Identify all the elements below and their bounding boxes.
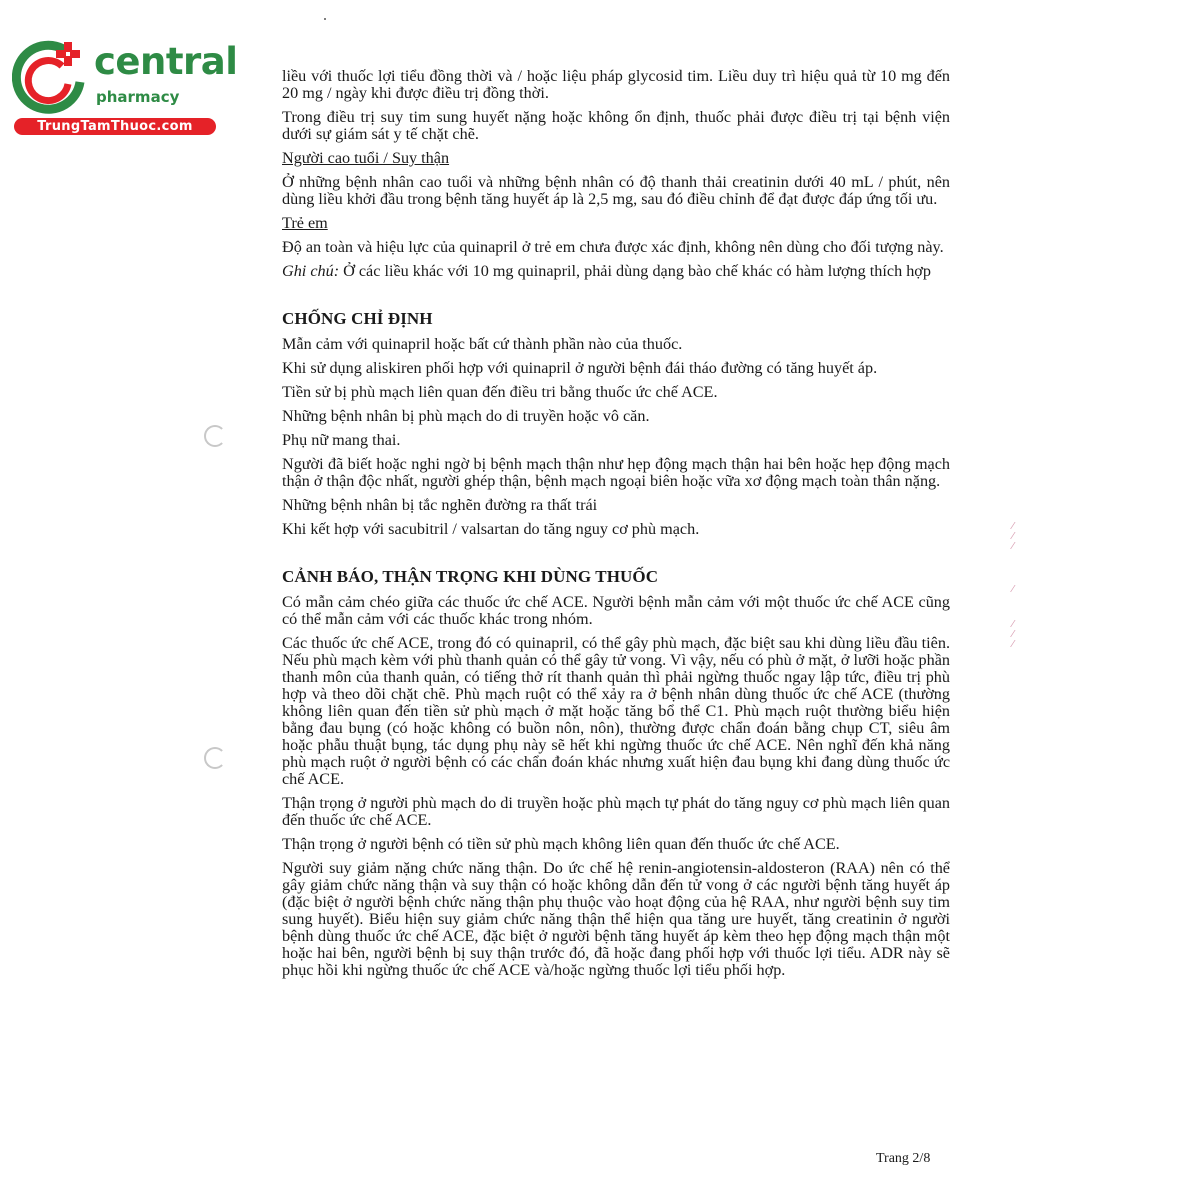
elderly-paragraph: Ở những bệnh nhân cao tuổi và những bệnh nhân có độ thanh thải creatinin dưới 40 mL / phút, nên dùng liều khởi đầu trong bệnh tăng huyết áp là 2,5 mg, sau đó điều chỉnh để đạt được đáp ứng tối ưu.: [282, 173, 950, 208]
contraindication-item: Khi sử dụng aliskiren phối hợp với quinapril ở người bệnh đái tháo đường có tăng huyết áp.: [282, 359, 878, 377]
contraindication-item: Phụ nữ mang thai.: [282, 431, 401, 449]
warning-item: Người suy giảm nặng chức năng thận. Do ức chế hệ renin-angiotensin-aldosteron (RAA) nên có thể gây giảm chức năng thận và suy thận có hoặc không dẫn đến tử vong ở các người bệnh tăng huyết áp (đặc biệt ở người bệnh chức năng thận phụ thuộc vào hoạt động của hệ RAA, như người bệnh suy tim sung huyết). Biểu hiện suy giảm chức năng thận thể hiện qua tăng ure huyết, tăng creatinin ở người bệnh dùng thuốc ức chế ACE, đặc biệt ở người bệnh tăng huyết áp kèm theo hẹp động mạch thận một hoặc hai bên, người bệnh bị suy thận trước đó, đã hoặc đang phối hợp với thuốc lợi tiểu. ADR này sẽ phục hồi khi ngừng thuốc ức chế ACE và/hoặc ngừng thuốc lợi tiểu phối hợp.: [282, 859, 950, 979]
section-heading-contraindications: CHỐNG CHỈ ĐỊNH: [282, 309, 433, 328]
document-page: [282, 68, 950, 979]
logo-subtitle: pharmacy: [96, 88, 180, 106]
subheading-children: Trẻ em: [282, 214, 328, 232]
pharmacy-cross-logo-icon: [12, 40, 88, 116]
contraindication-item: Mẫn cảm với quinapril hoặc bất cứ thành phần nào của thuốc.: [282, 335, 683, 353]
central-pharmacy-logo: [8, 38, 238, 138]
contraindication-item: Người đã biết hoặc nghi ngờ bị bệnh mạch thận như hẹp động mạch thận hai bên hoặc hẹp động mạch thận ở thận độc nhất, người ghép thận, bệnh mạch ngoại biên hoặc vữa xơ động mạch toàn thân nặng.: [282, 455, 950, 490]
logo-brand-name: central: [94, 40, 238, 83]
contraindication-item: Những bệnh nhân bị phù mạch do di truyền hoặc vô căn.: [282, 407, 650, 425]
warning-item: Thận trọng ở người bệnh có tiền sử phù mạch không liên quan đến thuốc ức chế ACE.: [282, 835, 840, 853]
note-label: Ghi chú:: [282, 262, 340, 280]
punch-hole-mark: [204, 747, 226, 769]
page-number: Trang 2/8: [876, 1151, 931, 1166]
section-heading-warnings: CẢNH BÁO, THẬN TRỌNG KHI DÙNG THUỐC: [282, 567, 659, 586]
dosage-paragraph: Trong điều trị suy tim sung huyết nặng hoặc không ổn định, thuốc phải được điều trị tại bệnh viện dưới sự giám sát y tế chặt chẽ.: [282, 108, 950, 143]
dosage-paragraph: liều với thuốc lợi tiểu đồng thời và / hoặc liệu pháp glycosid tim. Liều duy trì hiệu quả từ 10 mg đến 20 mg / ngày khi được điều trị đồng thời.: [282, 67, 950, 102]
warning-item: Có mẫn cảm chéo giữa các thuốc ức chế ACE. Người bệnh mẫn cảm với một thuốc ức chế ACE cũng có thể mẫn cảm với các thuốc khác trong nhóm.: [282, 593, 950, 628]
note-paragraph: [282, 263, 950, 280]
note-text: Ở các liều khác với 10 mg quinapril, phải dùng dạng bào chế khác có hàm lượng thích hợp: [339, 262, 931, 280]
warning-item: Các thuốc ức chế ACE, trong đó có quinapril, có thể gây phù mạch, đặc biệt sau khi dùng liều đầu tiên. Nếu phù mạch kèm với phù thanh quản có thể gây tử vong. Vì vậy, nếu có phù ở mặt, ở lưỡi hoặc phần thanh môn của thanh quản, có tiếng thở rít thanh quản thì phải ngừng thuốc ngay lập tức, điều trị phù hợp và theo dõi chặt chẽ. Phù mạch ruột có thể xảy ra ở bệnh nhân dùng thuốc ức chế ACE (thường không liên quan đến tiền sử phù mạch ở mặt hoặc tăng bổ thể C1. Phù mạch ruột thường biểu hiện bằng đau bụng (có hoặc không có buồn nôn, nôn), thường được chẩn đoán bằng chụp CT, siêu âm hoặc phẫu thuật bụng, tác dụng phụ này sẽ hết khi ngừng thuốc ức chế ACE. Nên nghĩ đến khả năng phù mạch ruột ở người bệnh có các chẩn đoán khác nhưng xuất hiện đau bụng khi đang dùng thuốc ức chế ACE.: [282, 634, 950, 788]
subheading-elderly: Người cao tuổi / Suy thận: [282, 149, 450, 167]
warning-item: Thận trọng ở người phù mạch do di truyền hoặc phù mạch tự phát do tăng nguy cơ phù mạch liên quan đến thuốc ức chế ACE.: [282, 794, 950, 829]
punch-hole-mark: [204, 425, 226, 447]
scan-speck: [324, 18, 326, 20]
stamp-mark: ⁄ ⁄ ⁄: [1012, 619, 1014, 650]
children-paragraph: Độ an toàn và hiệu lực của quinapril ở trẻ em chưa được xác định, không nên dùng cho đối tượng này.: [282, 238, 944, 256]
stamp-mark: ⁄ ⁄ ⁄: [1012, 521, 1014, 552]
contraindication-item: Những bệnh nhân bị tắc nghẽn đường ra thất trái: [282, 496, 598, 514]
contraindication-item: Tiền sử bị phù mạch liên quan đến điều tri bằng thuốc ức chế ACE.: [282, 383, 718, 401]
contraindication-item: Khi kết hợp với sacubitril / valsartan do tăng nguy cơ phù mạch.: [282, 520, 700, 538]
logo-site-link[interactable]: TrungTamThuoc.com: [14, 118, 216, 135]
stamp-mark: ⁄: [1012, 584, 1014, 595]
